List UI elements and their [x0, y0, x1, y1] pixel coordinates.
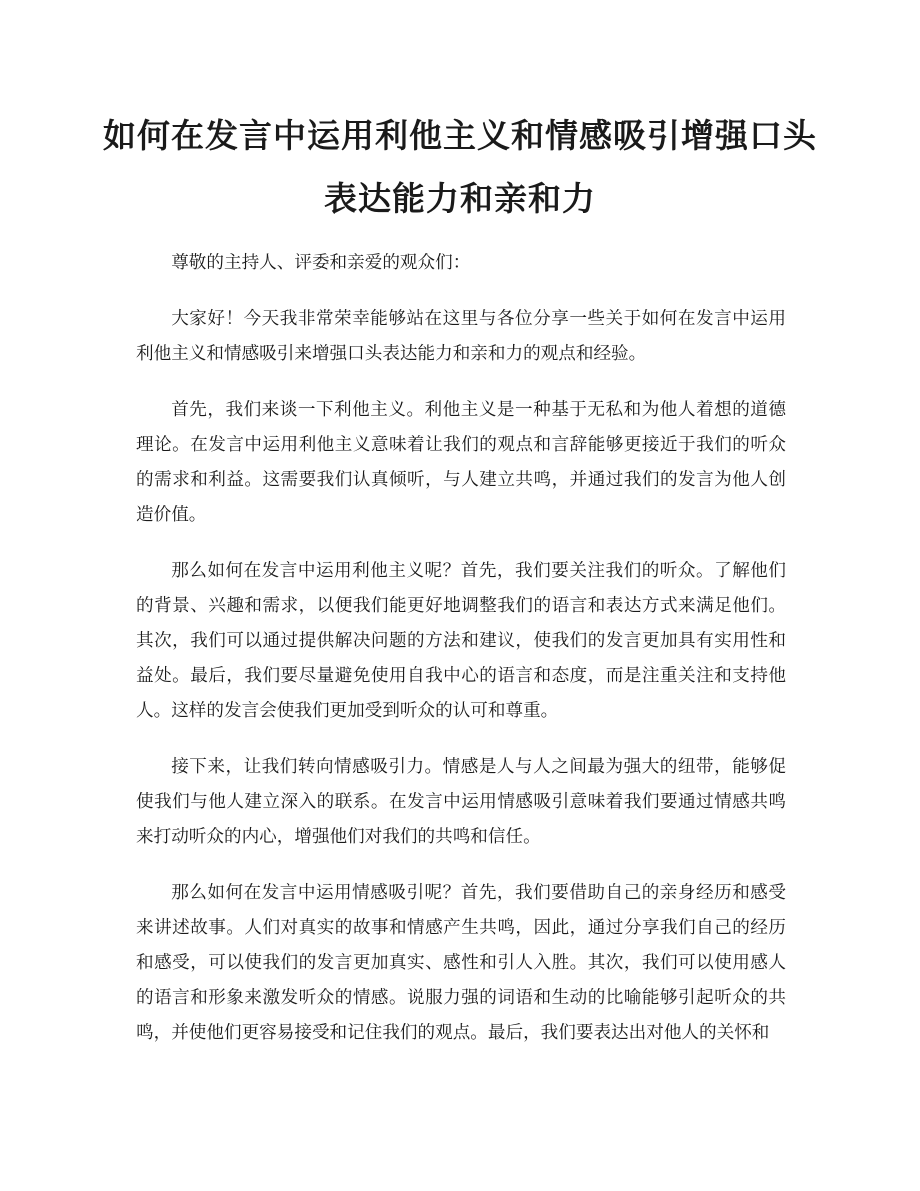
- paragraph-emotion-how: 那么如何在发言中运用情感吸引呢？首先，我们要借助自己的亲身经历和感受来讲述故事。人们对真实的故事和情感产生共鸣，因此，通过分享我们自己的经历和感受，可以使我们的发言更加真实、感性和引人入胜。其次，我们可以使用感人的语言和形象来激发听众的情感。说服力强的词语和生动的比喻能够引起听众的共鸣，并使他们更容易接受和记住我们的观点。最后，我们要表达出对他人的关怀和: [136, 883, 786, 1043]
- document-body: [136, 246, 786, 1072]
- document-title: 如何在发言中运用利他主义和情感吸引增强口头表达能力和亲和力: [103, 116, 817, 218]
- paragraph-greeting: 尊敬的主持人、评委和亲爱的观众们：: [171, 253, 471, 273]
- paragraph-intro: 大家好！今天我非常荣幸能够站在这里与各位分享一些关于如何在发言中运用利他主义和情感吸引来增强口头表达能力和亲和力的观点和经验。: [136, 309, 786, 364]
- paragraph-altruism: 首先，我们来谈一下利他主义。利他主义是一种基于无私和为他人着想的道德理论。在发言中运用利他主义意味着让我们的观点和言辞能够更接近于我们的听众的需求和利益。这需要我们认真倾听，与人建立共鸣，并通过我们的发言为他人创造价值。: [136, 400, 786, 525]
- paragraph-altruism-how: 那么如何在发言中运用利他主义呢？首先，我们要关注我们的听众。了解他们的背景、兴趣和需求，以便我们能更好地调整我们的语言和表达方式来满足他们。其次，我们可以通过提供解决问题的方法和建议，使我们的发言更加具有实用性和益处。最后，我们要尽量避免使用自我中心的语言和态度，而是注重关注和支持他人。这样的发言会使我们更加受到听众的认可和尊重。: [136, 561, 786, 721]
- paragraph-emotion: 接下来，让我们转向情感吸引力。情感是人与人之间最为强大的纽带，能够促使我们与他人建立深入的联系。在发言中运用情感吸引意味着我们要通过情感共鸣来打动听众的内心，增强他们对我们的共鸣和信任。: [136, 757, 786, 847]
